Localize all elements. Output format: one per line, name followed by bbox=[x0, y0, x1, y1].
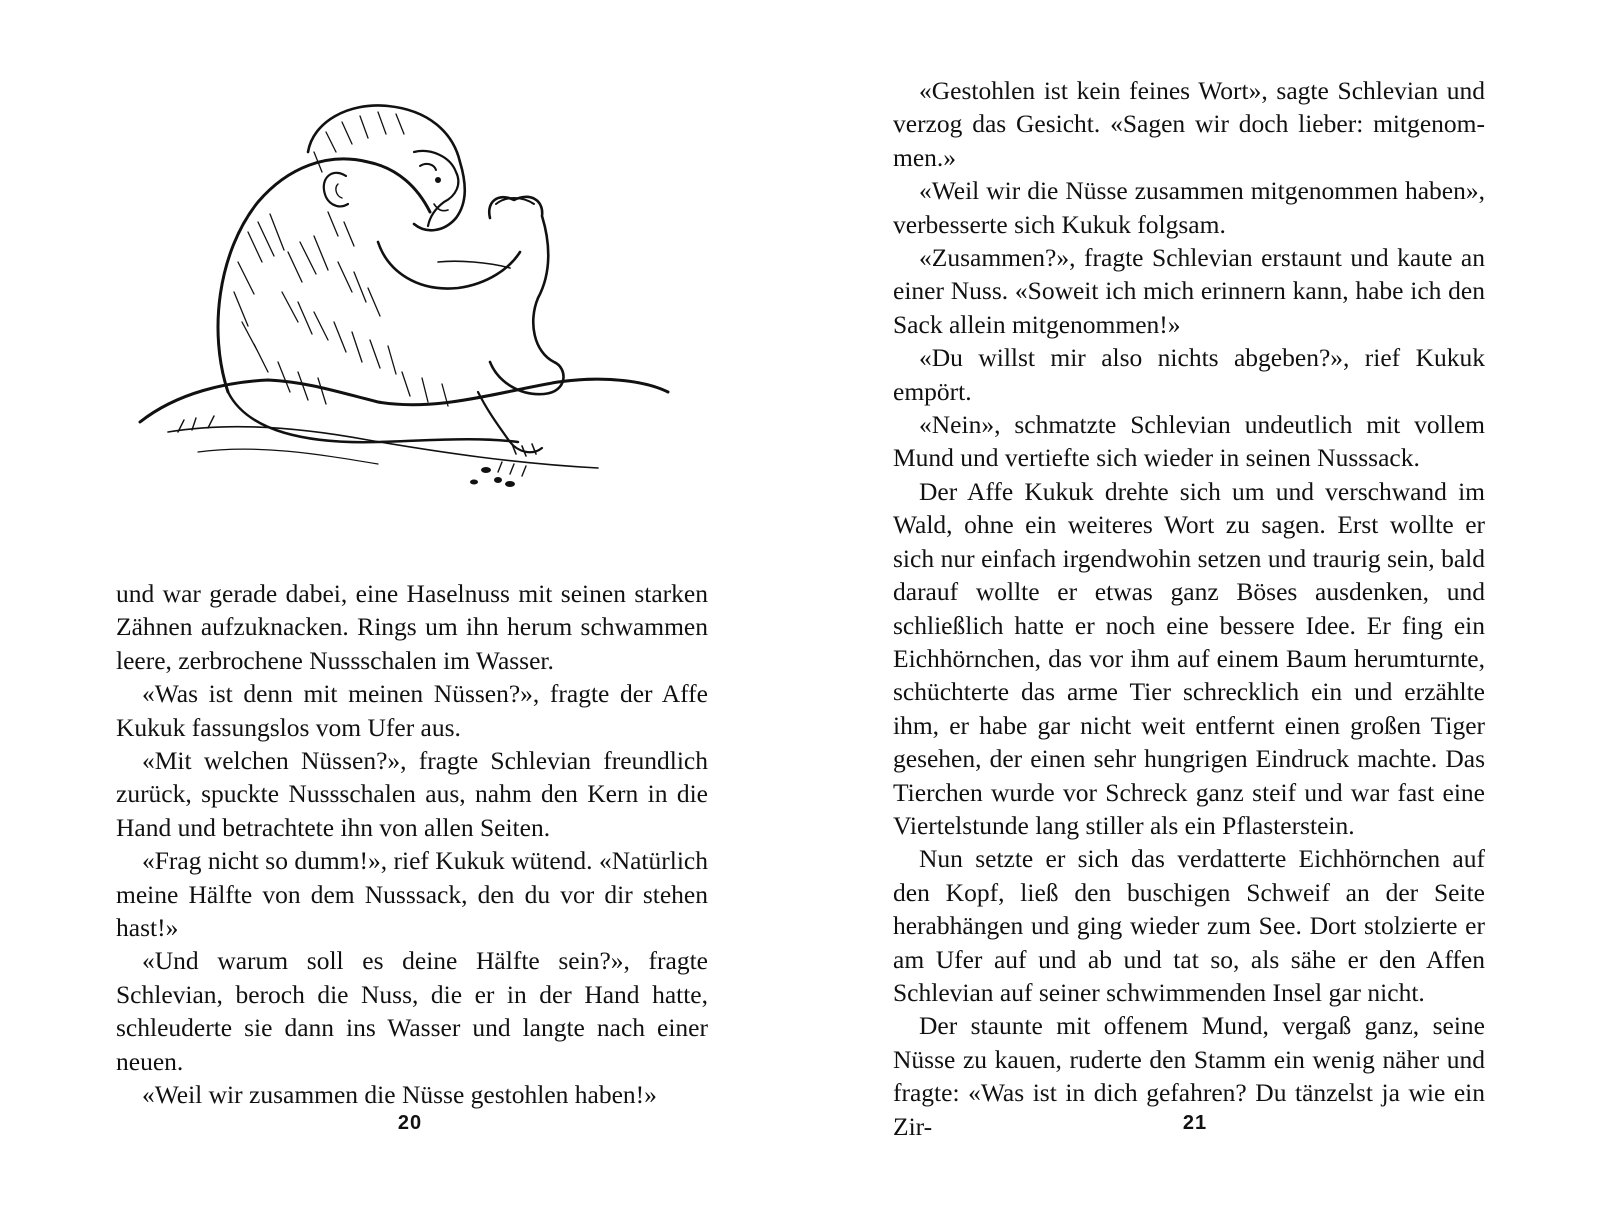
ape-illustration bbox=[138, 92, 698, 512]
paragraph: Der staunte mit offenem Mund, vergaß ganz, seine Nüsse zu kauen, ruderte den Stamm ein wenig näher und fragte: «Was ist in dich gefahren? Du tänzelst ja wie ein Zir- bbox=[893, 1011, 1485, 1141]
paragraph: «Zusammen?», fragte Schlevian erstaunt und kaute an einer Nuss. «Soweit ich mich erinnern kann, habe ich den Sack allein mitgenommen!» bbox=[893, 243, 1485, 339]
paragraph: Nun setzte er sich das verdatterte Eichhörnchen auf den Kopf, ließ den buschigen Schweif an der Seite herabhängen und ging wieder zum See. Dort stolzierte er am Ufer auf und ab und tat so, als sähe er den Affen Schlevian auf seiner schwimmenden Insel gar nicht. bbox=[893, 844, 1485, 1007]
paragraph: Der Affe Kukuk drehte sich um und verschwand im Wald, ohne ein weiteres Wort zu sagen. Erst wollte er sich nur einfach irgendwohin setzen und traurig sein, bald darauf wollte er etwas ganz Böses ausdenken, und schließlich hatte er noch eine bessere Idee. Er fing ein Eichhörnchen, das vor ihm auf einem Baum herumturnte, schüchterte das arme Tier schrecklich ein und erzählte ihm, er habe gar nicht weit entfernt einen großen Tiger gesehen, der einen sehr hungrigen Eindruck machte. Das Tierchen wurde vor Schreck ganz steif und war fast eine Viertelstunde lang stiller als ein Pflasterstein. bbox=[893, 476, 1485, 840]
paragraph: «Weil wir zusammen die Nüsse gestohlen haben!» bbox=[142, 1080, 657, 1110]
page-number-left: 20 bbox=[397, 1112, 423, 1134]
paragraph: «Gestohlen ist kein feines Wort», sagte Schlevian und verzog das Gesicht. «Sagen wir doch lieber: mitgenommen.» bbox=[893, 76, 1485, 172]
paragraph: «Und warum soll es deine Hälfte sein?», fragte Schlevian, beroch die Nuss, die er in der Hand hatte, schleuderte sie dann ins Wasser und langte nach einer neuen. bbox=[116, 946, 708, 1076]
paragraph: «Nein», schmatzte Schlevian undeutlich mit vollem Mund und vertiefte sich wieder in seinen Nusssack. bbox=[893, 410, 1485, 473]
page-number-right: 21 bbox=[1182, 1112, 1208, 1134]
paragraph: und war gerade dabei, eine Haselnuss mit seinen starken Zähnen aufzuknacken. Rings um ihn herum schwammen leere, zerbrochene Nussschalen im Wasser. bbox=[116, 579, 708, 675]
paragraph: «Frag nicht so dumm!», rief Kukuk wütend. «Natürlich meine Hälfte von dem Nusssack, den du vor dir stehen hast!» bbox=[116, 846, 708, 943]
paragraph: «Was ist denn mit meinen Nüssen?», fragte der Affe Kukuk fassungslos vom Ufer aus. bbox=[116, 679, 708, 742]
right-page bbox=[800, 0, 1600, 1216]
paragraph: «Mit welchen Nüssen?», fragte Schlevian freundlich zurück, spuckte Nussschalen aus, nahm den Kern in die Hand und betrachtete ihn von allen Seiten. bbox=[116, 746, 708, 842]
paragraph: «Du willst mir also nichts abgeben?», rief Kukuk empört. bbox=[893, 343, 1485, 406]
paragraph: «Weil wir die Nüsse zusammen mitgenommen haben», verbesserte sich Kukuk folgsam. bbox=[893, 176, 1485, 239]
left-page-text bbox=[116, 577, 708, 1112]
right-page-text bbox=[893, 74, 1485, 1143]
